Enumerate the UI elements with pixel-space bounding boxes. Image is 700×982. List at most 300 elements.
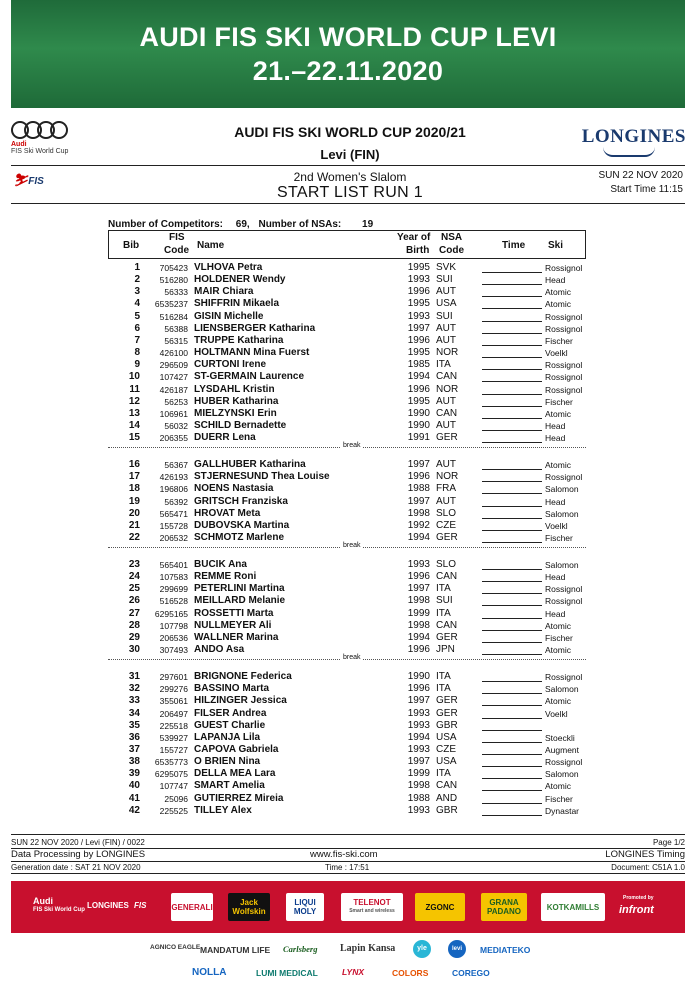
bib-cell: 2	[134, 274, 140, 286]
nsa-code-cell: GER	[436, 532, 458, 543]
fis-code-cell: 705423	[159, 263, 188, 273]
time-blank-line	[482, 481, 542, 482]
ski-cell: Atomic	[545, 645, 571, 656]
time-blank-line	[482, 394, 542, 395]
nsa-code-cell: USA	[436, 756, 457, 768]
nsa-code-cell: SVK	[436, 262, 457, 273]
time-blank-line	[482, 618, 542, 619]
birth-year-cell: 1997	[407, 756, 430, 768]
fis-code-cell: 206497	[159, 708, 188, 719]
time-blank-line	[482, 778, 542, 779]
name-cell: CAPOVA Gabriela	[194, 743, 279, 755]
name-cell: ST-GERMAIN Laurence	[194, 371, 305, 383]
birth-year-cell: 1996	[407, 471, 430, 483]
birth-year-cell: 1993	[407, 274, 430, 286]
table-row	[108, 323, 586, 335]
bib-cell: 8	[134, 347, 140, 359]
nsa-code-cell: SLO	[436, 507, 457, 519]
ski-cell: Rossignol	[545, 384, 583, 395]
birth-year-cell: 1990	[407, 419, 430, 431]
sponsor-carlsberg: Carlsberg	[283, 944, 318, 954]
break-label: break	[343, 654, 361, 662]
birth-year-cell: 1994	[407, 371, 430, 383]
table-row	[108, 347, 586, 359]
col-name: Name	[197, 240, 225, 251]
banner-title: AUDI FIS SKI WORLD CUP LEVI	[139, 22, 557, 52]
bib-cell: 33	[128, 695, 140, 707]
table-row	[108, 371, 586, 383]
audi-sub: FIS Ski World Cup	[11, 148, 69, 155]
birth-year-cell: 1998	[407, 595, 430, 607]
table-row	[108, 732, 586, 744]
nsa-code-cell: AUT	[436, 419, 456, 431]
fis-logo-text: FIS	[28, 176, 44, 187]
time-blank-line	[482, 705, 542, 706]
divider	[11, 834, 685, 835]
nsa-code-cell: JPN	[436, 644, 455, 656]
ski-cell: Head	[545, 433, 566, 444]
sponsor-infront: infront	[619, 904, 654, 916]
longines-wings-icon	[603, 147, 655, 157]
col-bib: Bib	[123, 240, 140, 251]
time-blank-line	[482, 730, 542, 731]
name-cell: SMART Amelia	[194, 780, 265, 792]
bib-cell: 23	[128, 559, 140, 570]
ski-cell: Rossignol	[545, 757, 583, 768]
table-row	[108, 620, 586, 632]
ski-cell: Atomic	[545, 299, 571, 310]
table-row	[108, 695, 586, 707]
fis-code-cell: 565401	[159, 560, 188, 570]
ski-cell: Atomic	[545, 287, 571, 298]
bib-cell: 3	[134, 286, 140, 298]
ski-cell: Atomic	[545, 408, 571, 419]
sponsor-mandatum-life: MANDATUM LIFE	[200, 945, 271, 955]
time-blank-line	[482, 272, 542, 273]
birth-year-cell: 1995	[407, 395, 430, 407]
sponsor-telenot-sub: Smart and wireless	[349, 908, 395, 914]
fis-code-cell: 155727	[159, 744, 188, 755]
time-blank-line	[482, 642, 542, 643]
time-blank-line	[482, 418, 542, 419]
table-row	[108, 298, 586, 310]
nsa-code-cell: SUI	[436, 310, 453, 322]
time-blank-line	[482, 681, 542, 682]
name-cell: ANDO Asa	[194, 644, 245, 656]
bib-cell: 40	[128, 780, 140, 792]
nsa-code-cell: GER	[436, 707, 458, 719]
birth-year-cell: 1996	[407, 286, 430, 298]
nsa-code-cell: AUT	[436, 334, 456, 346]
audi-brand: Audi	[11, 141, 27, 148]
bib-cell: 34	[128, 707, 140, 719]
table-row	[108, 262, 586, 274]
name-cell: HOLTMANN Mina Fuerst	[194, 347, 310, 359]
birth-year-cell: 1999	[407, 607, 430, 619]
birth-year-cell: 1990	[407, 671, 430, 683]
sponsor-telenot-name: TELENOT	[353, 898, 391, 907]
nsa-code-cell: USA	[436, 731, 457, 743]
time-blank-line	[482, 718, 542, 719]
bib-cell: 37	[128, 743, 140, 755]
time-blank-line	[482, 333, 542, 334]
sponsor-lynx: LYNX	[342, 967, 365, 977]
birth-year-cell: 1997	[407, 459, 430, 471]
page-title: AUDI FIS SKI WORLD CUP 2020/21	[234, 124, 466, 140]
divider	[11, 203, 685, 204]
name-cell: STJERNESUND Thea Louise	[194, 471, 330, 483]
birth-year-cell: 1997	[407, 583, 430, 595]
col-year: Year of	[397, 232, 431, 243]
fis-code-cell: 297601	[159, 672, 188, 683]
bib-cell: 42	[128, 804, 140, 816]
nsa-code-cell: CZE	[436, 743, 456, 755]
fis-code-cell: 56392	[164, 496, 188, 507]
break-label: break	[343, 542, 361, 550]
table-row	[108, 420, 586, 432]
event-date: SUN 22 NOV 2020	[598, 170, 683, 181]
table-row	[108, 359, 586, 371]
name-cell: NOENS Nastasia	[194, 483, 274, 495]
ski-cell: Atomic	[545, 620, 571, 631]
nsa-code-cell: NOR	[436, 383, 459, 395]
bib-cell: 30	[128, 644, 140, 656]
sponsor-grana-padano: GRANA PADANO	[481, 893, 527, 921]
bib-cell: 20	[128, 507, 140, 519]
fis-code-cell: 516284	[159, 311, 188, 322]
time-blank-line	[482, 605, 542, 606]
birth-year-cell: 1993	[407, 719, 430, 731]
ski-cell: Head	[545, 275, 566, 286]
col-fis-code: Code	[164, 245, 189, 256]
bib-cell: 5	[134, 310, 140, 322]
fis-code-cell: 25096	[164, 793, 188, 804]
birth-year-cell: 1988	[407, 483, 430, 495]
nsa-code-cell: CAN	[436, 571, 458, 583]
bib-cell: 31	[128, 671, 140, 683]
birth-year-cell: 1998	[407, 619, 430, 631]
birth-year-cell: 1988	[407, 792, 430, 804]
time-blank-line	[482, 518, 542, 519]
break-separator	[108, 654, 586, 662]
name-cell: VLHOVA Petra	[194, 262, 263, 273]
bib-cell: 25	[128, 583, 140, 595]
name-cell: HOLDENER Wendy	[194, 274, 286, 286]
time-blank-line	[482, 493, 542, 494]
fis-code-cell: 206532	[159, 533, 188, 543]
fis-code-cell: 107798	[159, 620, 188, 631]
fis-code-cell: 196806	[159, 484, 188, 495]
sponsor-kotkamills: KOTKAMILLS	[541, 893, 605, 921]
nsas-label: Number of NSAs:	[258, 219, 342, 230]
nsa-code-cell: ITA	[436, 671, 451, 683]
birth-year-cell: 1993	[407, 707, 430, 719]
sponsor-audi-sub: FIS Ski World Cup	[33, 907, 85, 913]
table-row	[108, 408, 586, 420]
table-row	[108, 768, 586, 780]
fis-code-cell: 426187	[159, 384, 188, 395]
document-code: Document: C51A 1.0	[611, 863, 685, 872]
ski-cell: Salomon	[545, 508, 579, 519]
name-cell: ROSSETTI Marta	[194, 607, 274, 619]
fis-code-cell: 6535773	[154, 757, 188, 768]
table-row	[108, 608, 586, 620]
fis-code-cell: 56333	[164, 287, 188, 298]
sponsor-colors: COLORS	[392, 968, 429, 978]
generation-date: Generation date : SAT 21 NOV 2020	[11, 863, 141, 872]
col-time: Time	[502, 240, 526, 251]
fis-code-cell: 56315	[164, 335, 188, 346]
ski-cell: Atomic	[545, 781, 571, 792]
birth-year-cell: 1993	[407, 743, 430, 755]
time-blank-line	[482, 803, 542, 804]
fis-code-cell: 6535237	[154, 299, 188, 310]
bib-cell: 17	[128, 471, 140, 483]
birth-year-cell: 1994	[407, 731, 430, 743]
bib-cell: 28	[128, 619, 140, 631]
bib-cell: 13	[128, 407, 140, 419]
bib-cell: 39	[128, 768, 140, 780]
divider	[11, 165, 685, 166]
nsa-code-cell: AUT	[436, 459, 456, 471]
time-blank-line	[482, 754, 542, 755]
sponsor-lumi-medical: LUMI MEDICAL	[256, 968, 318, 978]
time-blank-line	[482, 308, 542, 309]
sponsor-lapin-kansa: Lapin Kansa	[340, 943, 396, 954]
ski-cell: Fischer	[545, 533, 573, 543]
fis-code-cell: 225525	[159, 805, 188, 816]
divider	[11, 861, 685, 862]
fis-code-cell: 299699	[159, 584, 188, 595]
divider	[11, 873, 685, 874]
ski-cell: Rossignol	[545, 672, 583, 683]
table-row	[108, 571, 586, 583]
birth-year-cell: 1996	[407, 644, 430, 656]
table-row	[108, 483, 586, 495]
nsa-code-cell: ITA	[436, 359, 451, 371]
birth-year-cell: 1997	[407, 695, 430, 707]
name-cell: MAIR Chiara	[194, 286, 254, 298]
name-cell: GUTIERREZ Mireia	[194, 792, 284, 804]
birth-year-cell: 1995	[407, 262, 430, 273]
table-row	[108, 274, 586, 286]
col-fis: FIS	[169, 232, 185, 243]
col-ski: Ski	[548, 240, 564, 251]
ski-cell: Fischer	[545, 632, 573, 643]
bib-cell: 27	[128, 607, 140, 619]
sponsor-infront-sub: Promoted by	[623, 895, 654, 901]
birth-year-cell: 1991	[407, 432, 430, 444]
table-row	[108, 671, 586, 683]
birth-year-cell: 1995	[407, 298, 430, 310]
time-blank-line	[482, 542, 542, 543]
ski-cell: Fischer	[545, 396, 573, 407]
time-blank-line	[482, 381, 542, 382]
bib-cell: 21	[128, 519, 140, 531]
bib-cell: 11	[129, 383, 140, 395]
table-row	[108, 793, 586, 805]
bib-cell: 19	[128, 495, 140, 507]
ski-cell: Rossignol	[545, 596, 583, 607]
name-cell: SCHMOTZ Marlene	[194, 532, 285, 543]
bib-cell: 9	[134, 359, 140, 371]
ski-cell: Atomic	[545, 460, 571, 471]
fis-code-cell: 539927	[159, 732, 188, 743]
nsa-code-cell: GBR	[436, 804, 458, 816]
name-cell: HUBER Katharina	[194, 395, 279, 407]
birth-year-cell: 1992	[407, 519, 430, 531]
table-row	[108, 396, 586, 408]
table-row	[108, 459, 586, 471]
ski-cell: Fischer	[545, 793, 573, 804]
ski-cell: Salomon	[545, 560, 579, 570]
nsa-code-cell: FRA	[436, 483, 456, 495]
nsa-code-cell: CAN	[436, 780, 458, 792]
time-blank-line	[482, 406, 542, 407]
time-blank-line	[482, 357, 542, 358]
doc-ref: SUN 22 NOV 2020 / Levi (FIN) / 0022	[11, 838, 145, 847]
competitor-counts	[108, 219, 373, 230]
nsa-code-cell: GER	[436, 695, 458, 707]
break-separator	[108, 442, 586, 450]
birth-year-cell: 1996	[407, 334, 430, 346]
website-link[interactable]: www.fis-ski.com	[310, 849, 378, 860]
sponsor-agnico-eagle: AGNICO EAGLE	[150, 944, 201, 951]
fis-code-cell: 206536	[159, 632, 188, 643]
nsa-code-cell: AUT	[436, 495, 456, 507]
name-cell: HROVAT Meta	[194, 507, 261, 519]
table-row	[108, 708, 586, 720]
ski-cell: Head	[545, 420, 566, 431]
time-blank-line	[482, 284, 542, 285]
fis-code-cell: 56253	[164, 396, 188, 407]
table-row	[108, 632, 586, 644]
ski-cell: Head	[545, 572, 566, 583]
sponsor-zgonc: ZGONC	[415, 893, 465, 921]
birth-year-cell: 1990	[407, 407, 430, 419]
col-nsa-code: Code	[439, 245, 464, 256]
ski-cell: Rossignol	[545, 584, 583, 595]
bib-cell: 1	[134, 262, 140, 273]
ski-cell: Voelkl	[545, 348, 568, 359]
nsa-code-cell: NOR	[436, 347, 459, 359]
name-cell: LYSDAHL Kristin	[194, 383, 275, 395]
table-row	[108, 508, 586, 520]
bib-cell: 16	[128, 459, 140, 471]
birth-year-cell: 1997	[407, 322, 430, 334]
break-label: break	[343, 442, 361, 450]
birth-year-cell: 1995	[407, 347, 430, 359]
break-separator	[108, 542, 586, 550]
name-cell: CURTONI Irene	[194, 359, 267, 371]
sponsor-jack-wolfskin: Jack Wolfskin	[228, 893, 270, 921]
nsas-value: 19	[362, 219, 374, 230]
ski-cell: Salomon	[545, 484, 579, 495]
birth-year-cell: 1994	[407, 631, 430, 643]
table-row	[108, 595, 586, 607]
sponsor-fis: FIS	[134, 901, 147, 910]
nsa-code-cell: AUT	[436, 322, 456, 334]
time-blank-line	[482, 581, 542, 582]
table-row	[108, 335, 586, 347]
nsa-code-cell: GER	[436, 432, 458, 444]
fis-code-cell: 6295075	[154, 769, 188, 780]
event-name: 2nd Women's Slalom	[293, 170, 407, 184]
name-cell: GUEST Charlie	[194, 719, 266, 731]
time-blank-line	[482, 815, 542, 816]
competitors-label: Number of Competitors:	[108, 219, 223, 230]
nsa-code-cell: CAN	[436, 371, 458, 383]
table-row	[108, 384, 586, 396]
ski-cell: Rossignol	[545, 360, 583, 371]
name-cell: MEILLARD Melanie	[194, 595, 286, 607]
fis-code-cell: 107747	[159, 781, 188, 792]
birth-year-cell: 1993	[407, 804, 430, 816]
sponsor-mediateko: MEDIATEKO	[480, 945, 531, 955]
time-blank-line	[482, 506, 542, 507]
ski-cell: Fischer	[545, 335, 573, 346]
data-processing: Data Processing by LONGINES	[11, 849, 146, 860]
banner-dates: 21.–22.11.2020	[252, 56, 444, 86]
birth-year-cell: 1994	[407, 532, 430, 543]
fis-code-cell: 56367	[164, 460, 188, 471]
nsa-code-cell: CAN	[436, 619, 458, 631]
birth-year-cell: 1993	[407, 310, 430, 322]
name-cell: DUERR Lena	[194, 432, 256, 444]
nsa-code-cell: SUI	[436, 274, 453, 286]
sponsor-yle: yle	[413, 940, 431, 958]
time-blank-line	[482, 790, 542, 791]
ski-cell: Atomic	[545, 696, 571, 707]
nsa-code-cell: SLO	[436, 559, 457, 570]
table-row	[108, 496, 586, 508]
time-blank-line	[482, 693, 542, 694]
bib-cell: 7	[134, 334, 140, 346]
name-cell: LIENSBERGER Katharina	[194, 322, 316, 334]
fis-code-cell: 225518	[159, 720, 188, 731]
ski-cell: Head	[545, 608, 566, 619]
nsa-code-cell: ITA	[436, 583, 451, 595]
col-birth: Birth	[406, 245, 430, 256]
name-cell: DUBOVSKA Martina	[194, 519, 290, 531]
name-cell: GALLHUBER Katharina	[194, 459, 306, 471]
fis-code-cell: 296509	[159, 360, 188, 371]
nsa-code-cell: CZE	[436, 519, 456, 531]
ski-cell: Rossignol	[545, 311, 583, 322]
fis-code-cell: 307493	[159, 645, 188, 656]
name-cell: BUCIK Ana	[194, 559, 247, 570]
time-blank-line	[482, 593, 542, 594]
sponsor-bar	[11, 881, 685, 933]
nsa-code-cell: ITA	[436, 683, 451, 695]
fis-code-cell: 56032	[164, 420, 188, 431]
name-cell: MIELZYNSKI Erin	[194, 407, 277, 419]
name-cell: NULLMEYER Ali	[194, 619, 272, 631]
time-blank-line	[482, 742, 542, 743]
bib-cell: 6	[134, 322, 140, 334]
time-blank-line	[482, 630, 542, 631]
name-cell: REMME Roni	[194, 571, 257, 583]
name-cell: WALLNER Marina	[194, 631, 279, 643]
name-cell: BRIGNONE Federica	[194, 671, 292, 683]
table-row	[108, 583, 586, 595]
bib-cell: 18	[128, 483, 140, 495]
sponsor-audi: Audi	[33, 896, 53, 906]
table-row	[108, 286, 586, 298]
time-blank-line	[482, 766, 542, 767]
time-blank-line	[482, 530, 542, 531]
fis-code-cell: 56388	[164, 323, 188, 334]
